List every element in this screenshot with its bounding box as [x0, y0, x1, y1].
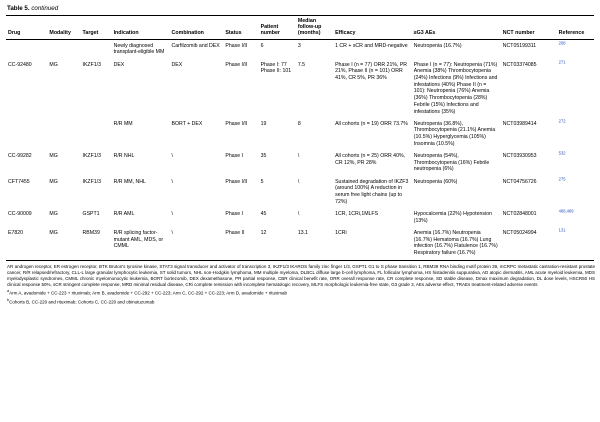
- reference-link[interactable]: 532: [558, 150, 566, 156]
- column-header-patient-number: Patient number: [259, 15, 296, 40]
- cell-g3-aes: Anemia (16.7%) Neutropenia (16.7%) Hematoma (16.7%) Lung infection (16.7%) Flatulence (16.7%) Respiratory failure (16.7%): [412, 227, 501, 260]
- cell-reference: [557, 151, 594, 177]
- cell-status: Phase II: [223, 227, 258, 260]
- footnote-a: [7, 288, 595, 297]
- cell-reference: [557, 176, 594, 208]
- column-header-target: Target: [81, 15, 112, 40]
- column-header-combination: Combination: [170, 15, 224, 40]
- footnote-a-text: Arm A, avadomide + CC-223 + rituximab; Arm B, avadomide + CC-292 + CC-223; Arm C, CC-292 + CC-223; Arm D, avadomide + rituximab: [9, 290, 287, 296]
- cell-indication: R/R MM, NHL: [113, 178, 146, 185]
- cell-drug: [6, 118, 47, 150]
- cell-indication: R/R NHL: [113, 153, 135, 160]
- cell-efficacy: Phase I (n = 77) ORR 21%, PR 21%, Phase II (n = 101) ORR 41%, CR 5%, PR 36%: [335, 61, 408, 82]
- table-row: [6, 176, 594, 208]
- column-header-g3-aes: ≥G3 AEs: [412, 15, 501, 40]
- table-header: [6, 15, 594, 40]
- cell-nct-number: NCT03930953: [502, 153, 537, 160]
- cell-target: [81, 40, 112, 59]
- cell-combination: \: [170, 227, 224, 260]
- cell-median-followup: \: [297, 210, 300, 217]
- cell-g3-aes: Phase I (n = 77): Neutropenia (71%) Anemia (38%) Thrombocytopenia (24%) Infections (9%) Infections and infestations (40%) Phase II (n = 101): Neutropenia (76%) Anemia (36%) Thrombocytopenia (28%) Febrile (15%) Infections and infestations (35%): [413, 61, 498, 115]
- cell-g3-aes: Neutropenia (54%), Thrombocytopenia (16%) Febrile neutropenia (6%): [413, 153, 490, 173]
- cell-target: RBM39: [81, 227, 112, 260]
- cell-drug: CC-92480: [8, 61, 32, 68]
- cell-indication: Newly diagnosed transplant-eligible MM: [113, 42, 165, 56]
- cell-median-followup: 7.5: [297, 61, 306, 68]
- cell-g3-aes: Neutropenia (60%): [413, 178, 458, 185]
- cell-median-followup: 8: [297, 120, 301, 127]
- table-row: [6, 151, 594, 177]
- cell-reference: [557, 118, 594, 150]
- cell-g3-aes: Hypocalcemia (22%) Hypotension (13%): [413, 210, 492, 224]
- footnote-marker-a: a: [7, 289, 10, 294]
- cell-median-followup: \: [297, 178, 300, 185]
- cell-modality: MG: [47, 227, 80, 260]
- cell-combination: BORT + DEX: [171, 120, 203, 127]
- table-row: [6, 118, 594, 150]
- footnote-marker-b: b: [7, 297, 10, 302]
- cell-combination: \: [171, 210, 173, 217]
- table-body: [6, 40, 594, 260]
- cell-g3-aes: Neutropenia (36.8%), Thrombocytopenia (21.1%) Anemia (10.5%) Hyperglycemia (105%) Insomnia (10.5%): [413, 120, 496, 147]
- cell-target: IKZF1/3: [82, 61, 101, 68]
- column-header-status: Status: [223, 15, 258, 40]
- cell-efficacy: 1CRi: [333, 227, 412, 260]
- cell-nct-number: NCT02848001: [502, 210, 537, 217]
- cell-status: Phase I/II: [225, 120, 248, 127]
- table-caption-continued: continued: [31, 5, 59, 12]
- cell-drug: CC-99282: [8, 153, 32, 160]
- cell-status: Phase I: [225, 153, 243, 160]
- column-header-reference: Reference: [557, 15, 594, 40]
- cell-patient-number: 12: [259, 227, 296, 260]
- cell-combination: \: [171, 153, 173, 160]
- reference-link[interactable]: 271: [558, 58, 566, 64]
- footnote-abbreviations: AR androgen receptor, ER estrogen receptor, BTK Bruton's tyrosine kinase, STAT3 signal transducer and activator of transcription 3, IKZF1/3 IKAROS family zinc finger 1/3, GSPT1 G1 to S phase transition 1, RBM39 RNA binding motif protein 39, mCRPC metastatic castration-resistant prostate cancer, R/R relapsed/refractory, CLL-L large granular lymphocytic leukemia, ST solid tumors, NHL non-Hodgkin lymphoma, MM multiple myeloma, DLBCL diffuse large b-cell lymphoma, FL follicular lymphoma, HS histadenitis suppurativa, AD atopic dermatitis, AML acute myeloid leukemia, MDS myelodysplastic syndromes, CMML chronic myelomonocytic leukemia, BORT bortezomib, DEX dexamethasone, PR partial response, CBR clinical benefit rate, ORR overall response rate, CR complete response, SD stable disease, Dmax maximum degradation, DL dose levels, HSCR50 HS clinical response 50%, sCR stringent complete response, MRD minimal residual disease, CRi complete remission with incomplete hematologic recovery, MLFS morphologic leukemia-free state, G3 grade 3, AEs adverse effect, TRAEs treatment-related adverse events: [7, 263, 595, 287]
- cell-reference: [557, 40, 594, 59]
- cell-modality: MG: [49, 178, 58, 185]
- cell-modality: [47, 40, 80, 59]
- cell-indication: DEX: [113, 61, 125, 68]
- table-footnotes: [6, 261, 596, 306]
- reference-link[interactable]: 268: [558, 39, 566, 45]
- footnote-b: [7, 297, 595, 306]
- cell-status: Phase I/II: [225, 178, 248, 185]
- column-header-modality: Modality: [47, 15, 80, 40]
- cell-patient-number: 35: [260, 153, 267, 160]
- cell-patient-number: 45: [260, 210, 267, 217]
- cell-patient-number: Phase I: 77 Phase II: 101: [260, 61, 292, 75]
- cell-indication: R/R splicing factor-mutant AML, MDS, or CMML: [112, 227, 170, 260]
- cell-nct-number: NCT03989414: [502, 120, 537, 127]
- table-row: [6, 40, 594, 59]
- cell-target: [81, 118, 112, 150]
- column-header-indication: Indication: [112, 15, 170, 40]
- cell-patient-number: 5: [260, 178, 264, 185]
- cell-efficacy: 1 CR + sCR and MRD-negative: [335, 42, 408, 49]
- cell-modality: MG: [49, 210, 58, 217]
- reference-link[interactable]: 488,489: [558, 208, 574, 214]
- cell-median-followup: 13.1: [296, 227, 333, 260]
- cell-combination: Carfilzomib and DEX: [171, 42, 220, 49]
- cell-modality: MG: [49, 153, 58, 160]
- table-row: [6, 59, 594, 118]
- column-header-nct-number: NCT number: [501, 15, 557, 40]
- cell-drug: CFT7455: [8, 178, 30, 185]
- cell-nct-number: NCT04756726: [502, 178, 537, 185]
- cell-modality: MG: [49, 61, 58, 68]
- column-header-efficacy: Efficacy: [333, 15, 412, 40]
- cell-drug: CC-90009: [8, 210, 32, 217]
- table-row: [6, 227, 594, 260]
- reference-link[interactable]: 275: [558, 175, 566, 181]
- cell-g3-aes: Neutropenia (16.7%): [413, 42, 462, 49]
- table-row: [6, 208, 594, 227]
- column-header-drug: Drug: [6, 15, 47, 40]
- cell-nct-number: NCT05199311: [502, 42, 537, 49]
- cell-combination: DEX: [171, 61, 183, 68]
- cell-drug: [6, 40, 47, 59]
- cell-efficacy: All cohorts (n = 19) ORR 73.7%: [335, 120, 408, 127]
- cell-patient-number: 6: [260, 42, 264, 49]
- table-caption: [6, 4, 594, 15]
- cell-status: Phase I/II: [225, 61, 248, 68]
- cell-drug: E7820: [6, 227, 47, 260]
- column-header-median-followup: Median follow-up (months): [296, 15, 333, 40]
- cell-combination: \: [171, 178, 173, 185]
- cell-efficacy: 1CR, 1CRi,1MLFS: [335, 210, 379, 217]
- cell-median-followup: 3: [297, 42, 301, 49]
- cell-target: IKZF1/3: [82, 153, 101, 160]
- cell-efficacy: Sustained degradation of IKZF3 (around 100%) A reduction in serum free light chains (up to 72%): [335, 178, 409, 205]
- cell-modality: [47, 118, 80, 150]
- cell-reference: [557, 227, 594, 260]
- reference-link[interactable]: 131: [558, 227, 566, 233]
- reference-link[interactable]: 272: [558, 118, 566, 124]
- table-caption-label: Table 5.: [7, 5, 30, 12]
- cell-indication: R/R AML: [113, 210, 135, 217]
- table-header-row: [6, 15, 594, 40]
- cell-target: GSPT1: [82, 210, 100, 217]
- cell-indication: R/R MM: [113, 120, 133, 127]
- cell-status: Phase I: [225, 210, 243, 217]
- cell-nct-number: NCT03374085: [502, 61, 537, 68]
- cell-reference: [557, 208, 594, 227]
- cell-median-followup: \: [297, 153, 300, 160]
- clinical-trials-table: [6, 15, 594, 261]
- cell-target: IKZF1/3: [82, 178, 101, 185]
- cell-status: Phase I/II: [225, 42, 248, 49]
- cell-patient-number: 19: [260, 120, 267, 127]
- cell-reference: [557, 59, 594, 118]
- footnote-b-text: Cohorts B, CC-220 and rituximab; Cohorts C, CC-220 and obinutuzumab: [9, 299, 155, 305]
- cell-efficacy: All cohorts (n = 25) ORR 40%, CR 12%, PR 28%: [335, 153, 406, 166]
- cell-nct-number: NCT05024994: [501, 227, 557, 260]
